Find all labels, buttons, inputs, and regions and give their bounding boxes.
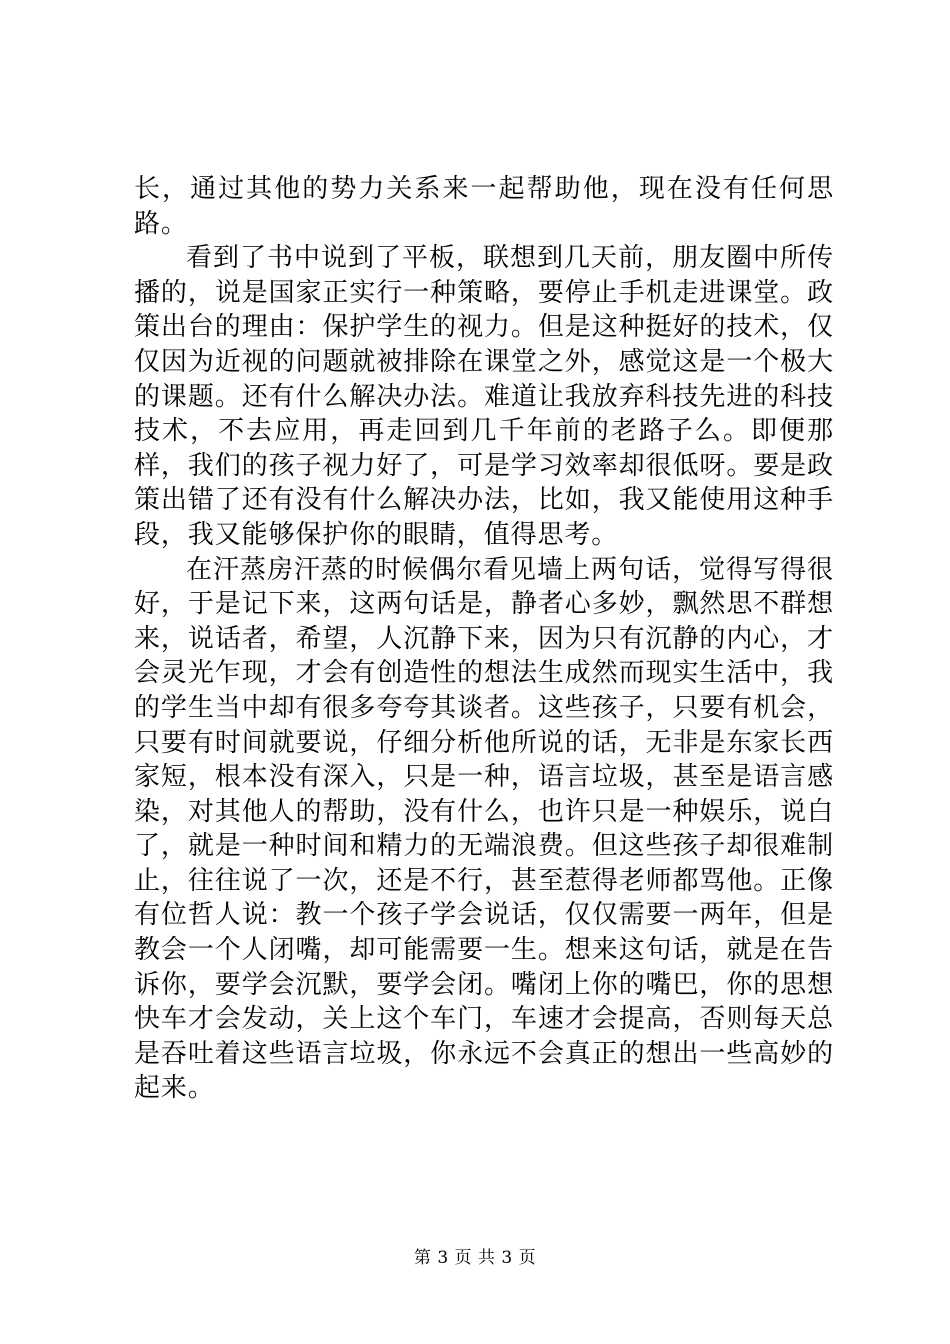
paragraph-silence: 在汗蒸房汗蒸的时候偶尔看见墙上两句话，觉得写得很好，于是记下来，这两句话是，静者心多妙，飘然思不群想来，说话者，希望，人沉静下来，因为只有沉静的内心，才会灵光乍现，才会有创造性的想法生成然而现实生活中，我的学生当中却有很多夸夸其谈者。这些孩子，只要有机会，只要有时间就要说，仔细分析他所说的话，无非是东家长西家短，根本没有深入，只是一种，语言垃圾，甚至是语言感染，对其他人的帮助，没有什么，也许只是一种娱乐，说白了，就是一种时间和精力的无端浪费。但这些孩子却很难制止，往往说了一次，还是不行，甚至惹得老师都骂他。正像有位哲人说：教一个孩子学会说话，仅仅需要一两年，但是教会一个人闭嘴，却可能需要一生。想来这句话，就是在告诉你，要学会沉默，要学会闭。嘴闭上你的嘴巴，你的思想快车才会发动，关上这个车门，车速才会提高，否则每天总是吞吐着这些语言垃圾，你永远不会真正的想出一些高妙的起来。 [134, 554, 834, 1104]
document-body [134, 172, 834, 1106]
paragraph-tablet-policy: 看到了书中说到了平板，联想到几天前，朋友圈中所传播的，说是国家正实行一种策略，要停止手机走进课堂。政策出台的理由：保护学生的视力。但是这种挺好的技术，仅仅因为近视的问题就被排除在课堂之外，感觉这是一个极大的课题。还有什么解决办法。难道让我放弃科技先进的科技技术，不去应用，再走回到几千年前的老路子么。即便那样，我们的孩子视力好了，可是学习效率却很低呀。要是政策出错了还有没有什么解决办法，比如，我又能使用这种手段，我又能够保护你的眼睛，值得思考。 [134, 243, 834, 550]
paragraph-continuation: 长，通过其他的势力关系来一起帮助他，现在没有任何思路。 [134, 174, 834, 239]
page-footer: 第 3 页 共 3 页 [413, 1248, 537, 1268]
